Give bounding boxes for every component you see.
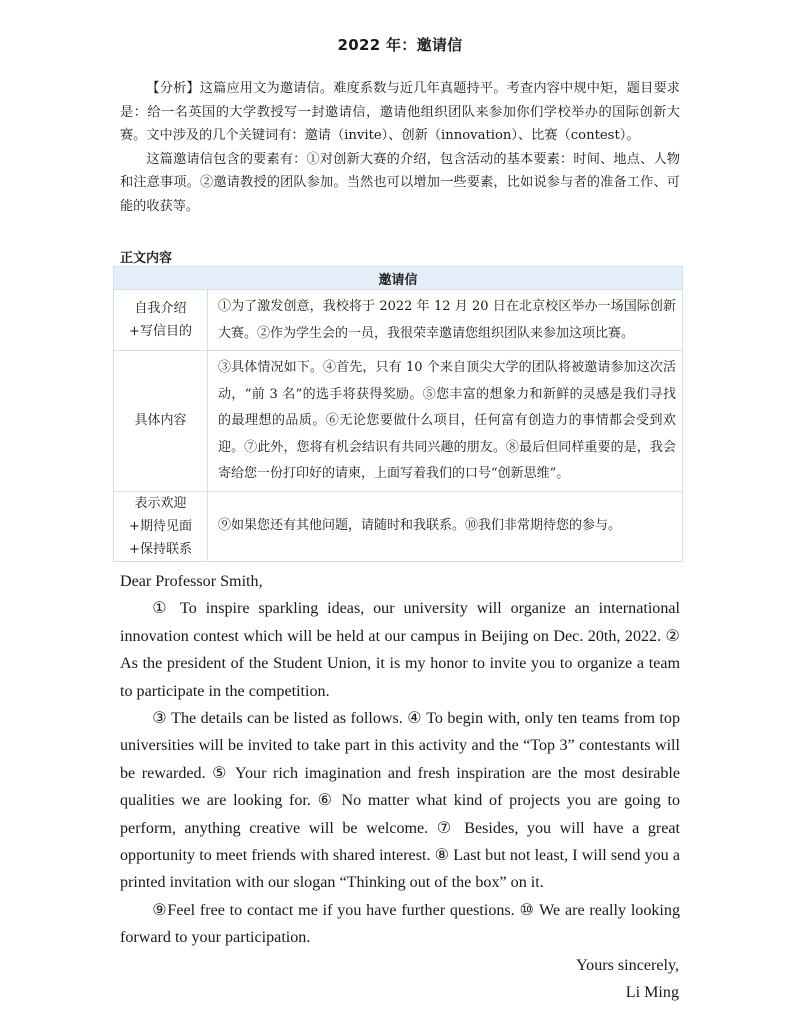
table-row <box>114 290 683 351</box>
closing: Yours sincerely, <box>576 957 679 974</box>
analysis-paragraph: 这篇邀请信包含的要素有：①对创新大赛的介绍，包含活动的基本要素：时间、地点、人物和注意事项。②邀请教授的团队参加。当然也可以增加一些要素，比如说参与者的准备工作、可能的收获等。 <box>120 151 680 214</box>
letter-paragraph: ③ The details can be listed as follows. ④ To begin with, only ten teams from top universities will be invited to take part in this activity and the “Top 3” contestants will be rewarded. ⑤ Your rich imagination and fresh inspiration are the most desirable qualities we are looking for. ⑥ No matter what kind of projects you are going to perform, anything creative will be welcome. ⑦ Besides, you will have a great opportunity to meet friends with shared interest. ⑧ Last but not least, I will send you a printed invitation with our slogan “Thinking out of the box” on it. <box>120 710 680 892</box>
analysis-section <box>120 77 680 218</box>
row-content: ③具体情况如下。④首先，只有 10 个来自顶尖大学的团队将被邀请参加这次活动，“前 3 名”的选手将获得奖励。⑤您丰富的想象力和新鲜的灵感是我们寻找的最理想的品质。⑥无论您要做什么项目，任何富有创造力的事情都会受到欢迎。⑦此外，您将有机会结识有共同兴趣的朋友。⑧最后但同样重要的是，我会寄给您一份打印好的请柬，上面写着我们的口号“创新思维”。 <box>208 351 683 492</box>
page-title: 2022 年：邀请信 <box>337 36 463 54</box>
row-label <box>114 351 208 492</box>
row-label-line: 表示欢迎 <box>134 495 187 511</box>
row-content: ⑨如果您还有其他问题，请随时和我联系。⑩我们非常期待您的参与。 <box>208 491 683 561</box>
table-header: 邀请信 <box>114 267 683 290</box>
row-label <box>114 491 208 561</box>
row-label <box>114 290 208 351</box>
signature: Li Ming <box>625 984 679 1001</box>
row-label-line: +期待见面 <box>129 518 192 534</box>
letter-paragraph: ⑨Feel free to contact me if you have further questions. ⑩ We are really looking forward to your participation. <box>120 901 680 947</box>
invitation-table <box>113 266 683 562</box>
english-letter <box>120 568 680 952</box>
section-label: 正文内容 <box>120 251 173 266</box>
table-row <box>114 351 683 492</box>
table-row <box>114 491 683 561</box>
row-label-line: +写信目的 <box>129 324 192 339</box>
row-label-line: +保持联系 <box>129 541 192 557</box>
row-content: ①为了激发创意，我校将于 2022 年 12 月 20 日在北京校区举办一场国际创新大赛。②作为学生会的一员，我很荣幸邀请您组织团队来参加这项比赛。 <box>208 290 683 351</box>
salutation: Dear Professor Smith, <box>120 573 263 590</box>
row-label-line: 具体内容 <box>134 413 187 429</box>
row-label-line: 自我介绍 <box>134 301 187 316</box>
letter-paragraph: ① To inspire sparkling ideas, our university will organize an international innovation contest which will be held at our campus in Beijing on Dec. 20th, 2022. ② As the president of the Student Union, it is my honor to invite you to organize a team to participate in the competition. <box>120 600 680 700</box>
letter-closing-block <box>576 952 679 1006</box>
analysis-paragraph: 【分析】这篇应用文为邀请信。难度系数与近几年真题持平。考查内容中规中矩，题目要求是：给一名英国的大学教授写一封邀请信，邀请他组织团队来参加你们学校举办的国际创新大赛。文中涉及的几个关键词有：邀请（invite）、创新（innovation）、比赛（contest）。 <box>120 81 680 143</box>
table-header-row <box>114 267 683 290</box>
